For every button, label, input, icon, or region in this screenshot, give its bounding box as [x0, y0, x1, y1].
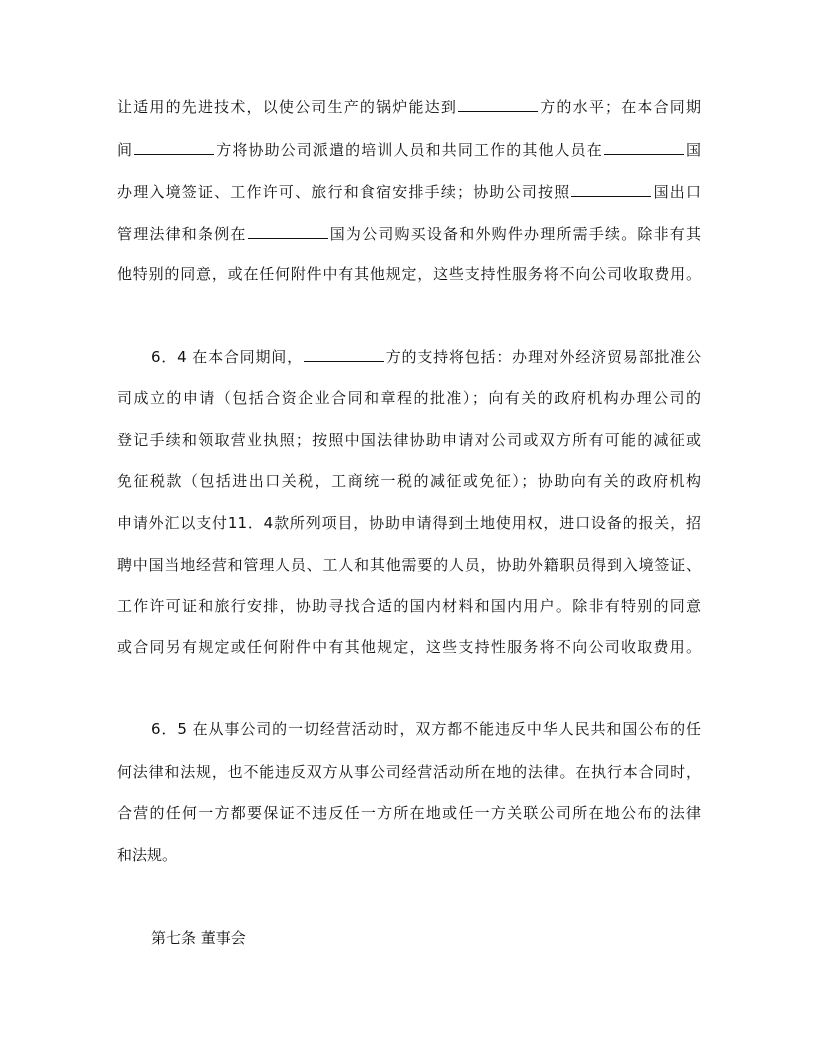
paragraph-line: [117, 96, 701, 116]
fill-in-blank: [134, 139, 214, 155]
text-segment: 方的水平；在本合同期: [539, 98, 701, 116]
fill-in-blank: [458, 96, 538, 112]
fill-in-blank: [604, 139, 684, 155]
paragraph-line: 或合同另有规定或任何附件中有其他规定，这些支持性服务将不向公司收取费用。: [117, 638, 701, 656]
paragraph-line: 免征税款（包括进出口关税，工商统一税的减征或免征）；协助向有关的政府机构: [117, 472, 701, 490]
fill-in-blank: [571, 181, 651, 197]
text-segment: 国出口: [652, 183, 701, 201]
fill-in-blank: [248, 223, 328, 239]
text-segment: 6．4 在本合同期间，: [151, 348, 303, 366]
paragraph-line: 司成立的申请（包括合资企业合同和章程的批准）；向有关的政府机构办理公司的: [117, 389, 701, 407]
text-segment: 国: [684, 141, 701, 159]
article-7-heading: 第七条 董事会: [151, 929, 246, 947]
paragraph-line: 工作许可证和旅行安排，协助寻找合适的国内材料和国内用户。除非有特别的同意: [117, 597, 701, 615]
text-segment: 国为公司购买设备和外购件办理所需手续。除非有其: [328, 225, 701, 243]
text-segment: 间: [117, 141, 134, 159]
paragraph-line: 申请外汇以支付11．4款所列项目，协助申请得到土地使用权，进口设备的报关，招: [117, 514, 701, 532]
clause-6-4-first-line: [151, 346, 701, 366]
paragraph-line: 登记手续和领取营业执照；按照中国法律协助申请对公司或双方所有可能的减征或: [117, 431, 701, 449]
fill-in-blank: [304, 346, 384, 362]
paragraph-line: [117, 181, 701, 201]
text-segment: 方的支持将包括：办理对外经济贸易部批准公: [384, 348, 701, 366]
paragraph-line: 和法规。: [117, 846, 178, 864]
text-segment: 办理入境签证、工作许可、旅行和食宿安排手续；协助公司按照: [117, 183, 571, 201]
paragraph-line: 他特别的同意，或在任何附件中有其他规定，这些支持性服务将不向公司收取费用。: [117, 265, 701, 283]
paragraph-line: [117, 223, 701, 243]
clause-6-5-first-line: 6．5 在从事公司的一切经营活动时，双方都不能违反中华人民共和国公布的任: [151, 720, 701, 738]
paragraph-line: [117, 139, 701, 159]
paragraph-line: 聘中国当地经营和管理人员、工人和其他需要的人员，协助外籍职员得到入境签证、: [117, 556, 701, 574]
paragraph-line: 合营的任何一方都要保证不违反任一方所在地或任一方关联公司所在地公布的法律: [117, 804, 701, 822]
text-segment: 方将协助公司派遣的培训人员和共同工作的其他人员在: [215, 141, 603, 159]
text-segment: 让适用的先进技术，以使公司生产的锅炉能达到: [117, 98, 458, 116]
paragraph-line: 何法律和法规，也不能违反双方从事公司经营活动所在地的法律。在执行本合同时，: [117, 763, 701, 781]
text-segment: 管理法律和条例在: [117, 225, 247, 243]
